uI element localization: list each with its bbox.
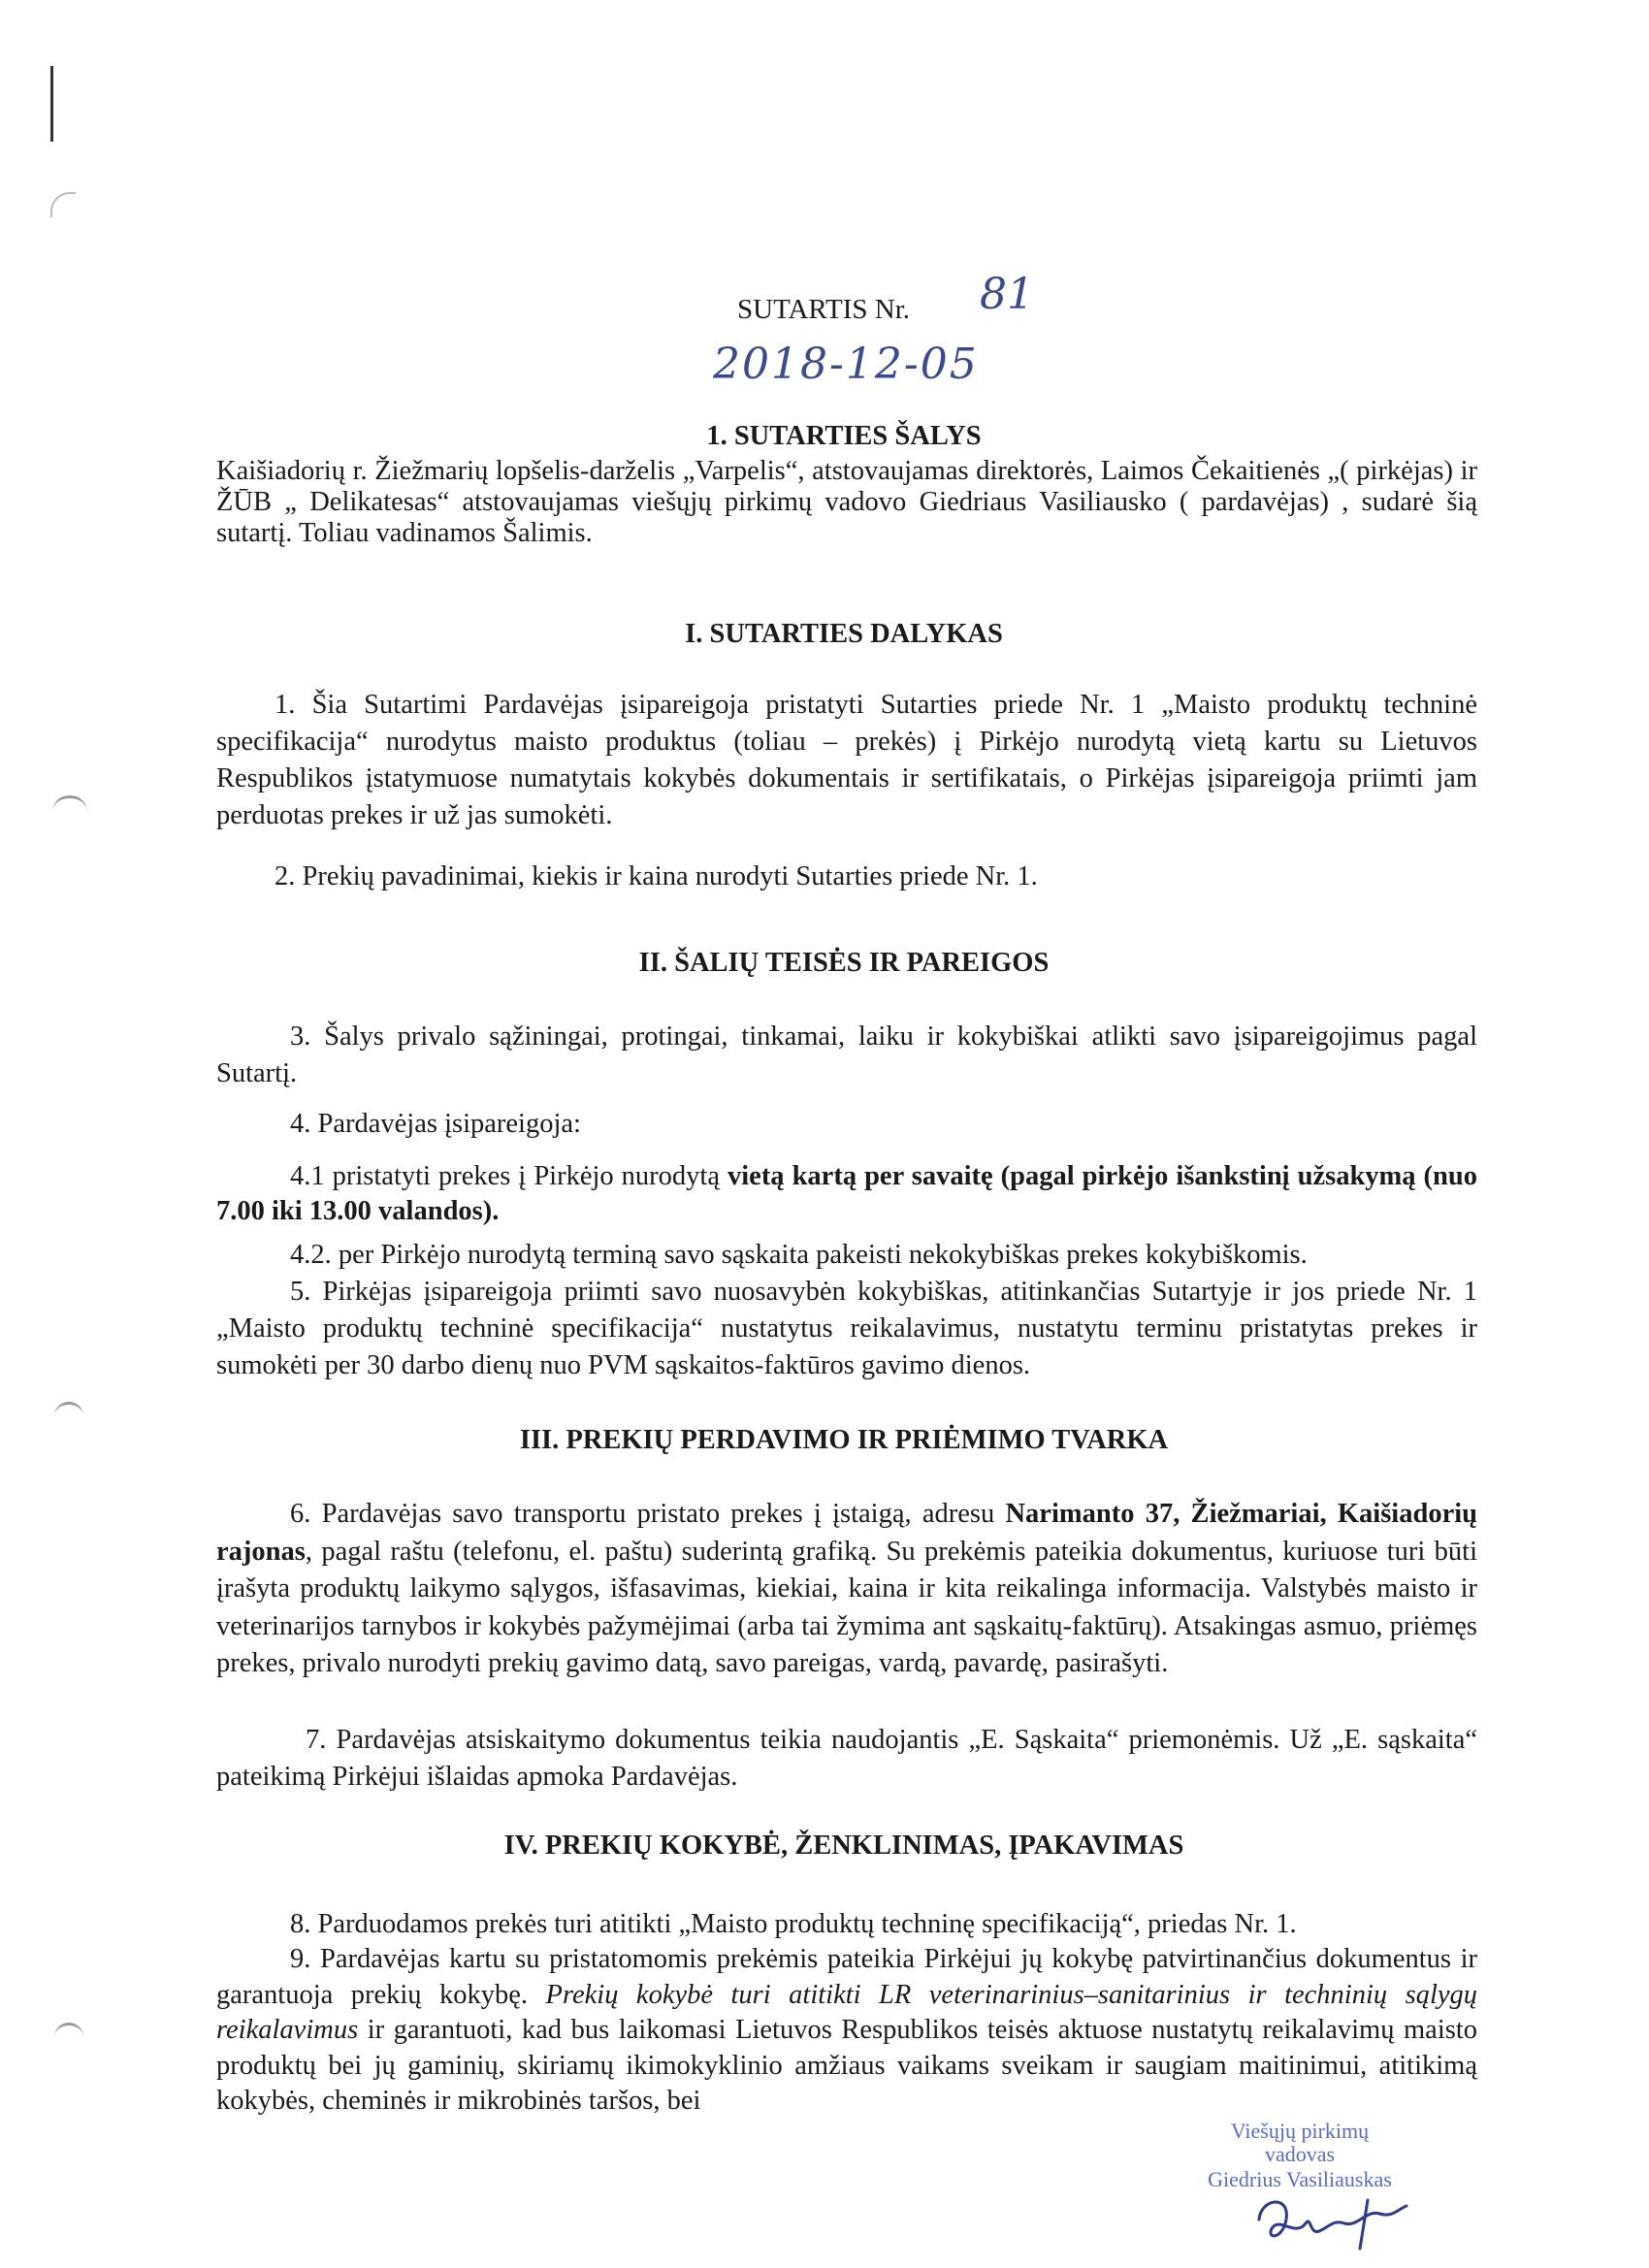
section-3-heading: III. PREKIŲ PERDAVIMO IR PRIĖMIMO TVARKA [519,1425,1169,1455]
p41-text: 4.1 pristatyti prekes į Pirkėjo nurodytą [290,1161,728,1191]
p6-address: Narimanto 37, Žiežmariai, Kaišiadorių rajonas [216,1499,1477,1567]
p9-text-c: ir garantuoti, kad bus laikomasi Lietuvos Respublikos teisės aktuose nustatytų reikalavimų maisto produktų bei jų gaminių, skiriamų ikimokyklinio amžiaus vaikams sveikam ir saugiam maitinimui, atitikimą kokybės, cheminės ir mikrobinės taršos, bei [216,2015,1477,2116]
section-1-p2: 2. Prekių pavadinimai, kiekis ir kaina nurodyti Sutarties priede Nr. 1. [275,861,1038,891]
section-2-p5: 5. Pirkėjas įsipareigoja priimti savo nuosavybėn kokybiškas, atitinkančias Sutartyje ir jos priede Nr. 1 „Maisto produktų techninė specifikacija“ nustatytus reikalavimus, nustatytu terminu pristatytas prekes ir sumokėti per 30 darbo dienų nuo PVM sąskaitos-faktūros gavimo dienos. [216,1277,1477,1380]
p6-text-a: 6. Pardavėjas savo transportu pristato prekes į įstaigą, adresu [290,1499,1006,1529]
parties-text: Kaišiadorių r. Žiežmarių lopšelis-darželis „Varpelis“, atstovaujamas direktorės, Laimos Čekaitienės „( pirkėjas) ir ŽŪB „ Delikatesas“ atstovaujamas viešųjų pirkimų vadovo Giedriaus Vasiliausko ( pardavėjas) , sudarė šią sutartį. Toliau vadinamos Šalimis. [216,456,1477,548]
section-4-p9 [216,1942,1477,2120]
section-1-p1: 1. Šia Sutartimi Pardavėjas įsipareigoja pristatyti Sutarties priede Nr. 1 „Maisto produktų techninė specifikacija“ nurodytus maisto produktus (toliau – prekės) į Pirkėjo nurodytą vietą kartu su Lietuvos Respublikos įstatymuose numatytais kokybės dokumentais ir sertifikatais, o Pirkėjas įsipareigoja priimti jam perduotas prekes ir už jas sumokėti. [216,690,1477,830]
left-margin-curve-2 [52,795,87,812]
parties-heading: 1. SUTARTIES ŠALYS [706,421,982,451]
p9-italic: Prekių kokybė turi atitikti LR veterinarinius–sanitarinius ir techninių sąlygų reikalavimus [216,1979,1478,2045]
section-3-p7: 7. Pardavėjas atsiskaitymo dokumentus teikia naudojantis „E. Sąskaita“ priemonėmis. Už „E. sąskaita“ pateikimą Pirkėjui išlaidas apmoka Pardavėjas. [216,1725,1477,1792]
p41-bold: vietą kartą per savaitę (pagal pirkėjo išankstinį užsakymą (nuo 7.00 iki 13.00 valandos). [216,1161,1477,1226]
handwritten-contract-number: 81 [980,270,1034,319]
section-2-p41 [216,1159,1477,1229]
section-2-heading: II. ŠALIŲ TEISĖS IR PAREIGOS [638,948,1050,978]
section-2-p42: 4.2. per Pirkėjo nurodytą terminą savo sąskaita pakeisti nekokybiškas prekes kokybiškomis. [290,1240,1308,1270]
section-1-heading: I. SUTARTIES DALYKAS [685,619,1003,649]
title-text: SUTARTIS [737,294,868,325]
left-margin-line [50,66,53,142]
stamp-line-1: Viešųjų pirkimų [1230,2119,1370,2143]
section-4-heading: IV. PREKIŲ KOKYBĖ, ŽENKLINIMAS, ĮPAKAVIMAS [503,1831,1184,1861]
stamp-line-2: vadovas [1264,2142,1336,2166]
left-margin-curve-1 [50,192,76,217]
stamp-line-3: Giedrius Vasiliauskas [1208,2167,1392,2191]
section-4-p8: 8. Parduodamos prekės turi atitikti „Maisto produktų techninę specifikaciją“, priedas Nr. 1. [290,1909,1297,1939]
p9-text-a: 9. Pardavėjas kartu su pristatomomis prekėmis pateikia Pirkėjui jų kokybę patvirtinančius dokumentus ir garantuoja prekių kokybę. [216,1944,1477,2010]
section-3-p6 [216,1496,1477,1683]
signature-icon [1251,2181,1416,2258]
p6-text-c: , pagal raštu (telefonu, el. paštu) suderintą grafiką. Su prekėmis pateikia dokumentus, kuriuose turi būti įrašyta produktų laikymo sąlygos, išfasavimas, kiekiai, kaina ir kita reikalinga informacija. Valstybės maisto ir veterinarijos tarnybos ir kokybės pažymėjimai (arba tai žymima ant sąskaitų-faktūrų). Atsakingas asmuo, priėmęs prekes, privalo nurodyti prekių gavimo datą, savo pareigas, vardą, pavardę, pasirašyti. [216,1536,1477,1678]
section-2-p4: 4. Pardavėjas įsipareigoja: [290,1109,581,1139]
contract-title [737,291,910,328]
handwritten-date: 2018-12-05 [713,340,979,389]
title-no-label: Nr. [874,294,911,325]
left-margin-curve-4 [54,2023,83,2039]
left-margin-curve-3 [54,1402,83,1418]
section-2-p3: 3. Šalys privalo sąžiningai, protingai, tinkamai, laiku ir kokybiškai atlikti savo įsipareigojimus pagal Sutartį. [216,1021,1477,1088]
